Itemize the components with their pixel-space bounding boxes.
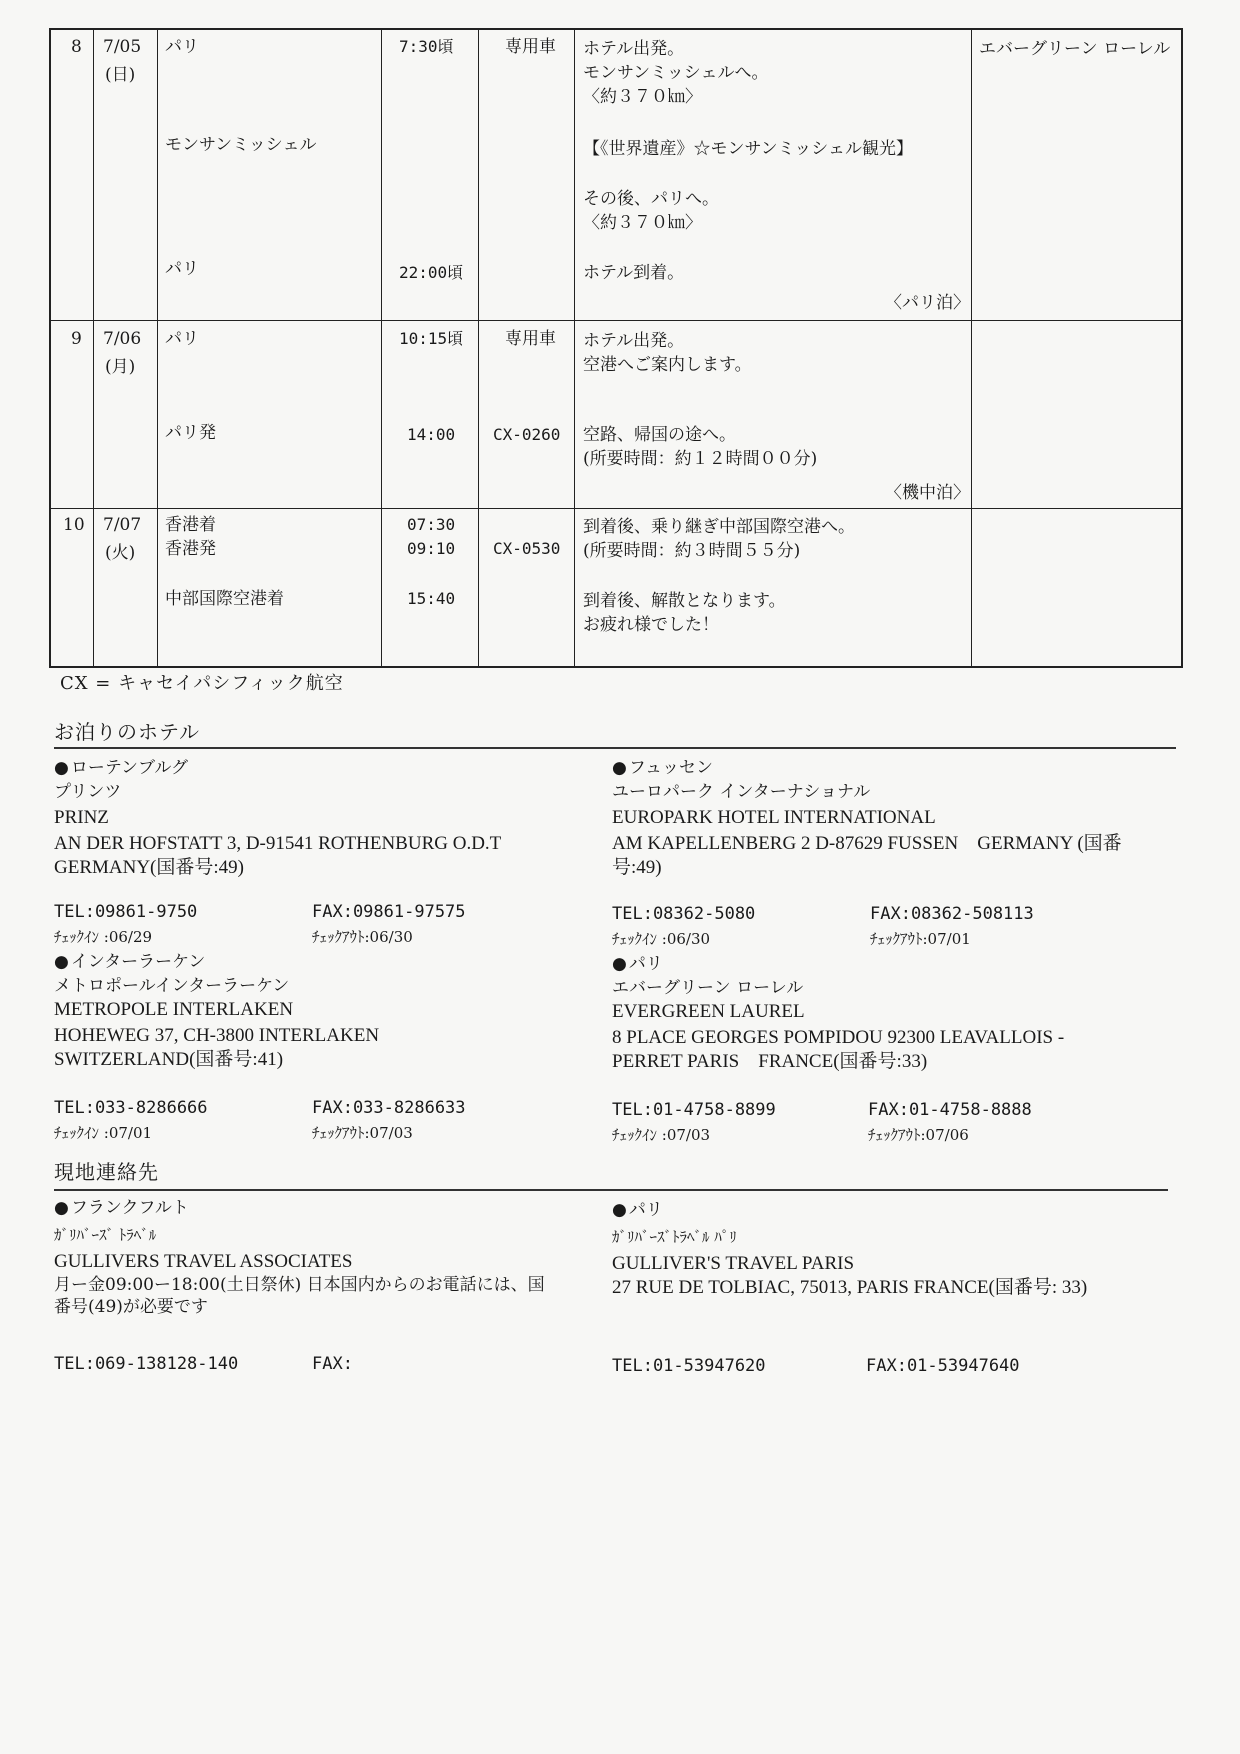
section-title-contacts: 現地連絡先	[54, 1160, 159, 1184]
time: 15:40	[407, 589, 456, 608]
hotel-name-ja: ユーロパーク インターナショナル	[612, 782, 871, 802]
contact-city: ● パリ	[612, 1198, 663, 1222]
hotel-address: HOHEWEG 37, CH-3800 INTERLAKEN SWITZERLAND(国番号:41)	[54, 1025, 380, 1070]
detail-line: 空港へご案内します。	[583, 355, 752, 375]
detail-line: 空路、帰国の途へ。	[583, 425, 736, 445]
hotel-name-en: PRINZ	[54, 807, 109, 828]
hotel-checkin: ﾁｪｯｸｲﾝ :07/03	[612, 1126, 711, 1144]
weekday: (日)	[105, 65, 136, 85]
hotel-name-en: EVERGREEN LAUREL	[612, 1001, 805, 1022]
place: モンサンミッシェル	[165, 135, 317, 155]
detail-line: お疲れ様でした！	[583, 615, 719, 635]
hotel-checkout: ﾁｪｯｸｱｳﾄ:07/06	[868, 1126, 969, 1144]
detail-line: その後、パリへ。	[583, 189, 719, 209]
flight-number: CX-0530	[493, 539, 561, 558]
detail-line: ホテル出発。	[583, 39, 685, 59]
detail-line: ホテル到着。	[583, 263, 685, 283]
contact-city: ● フランクフルト	[54, 1196, 189, 1220]
hotel-tel: TEL:01-4758-8899	[612, 1100, 776, 1120]
contact-tel: TEL:01-53947620	[612, 1356, 766, 1376]
section-title-hotels: お泊りのホテル	[54, 720, 200, 744]
contact-name-ja: ｶﾞﾘﾊﾞｰｽﾞ ﾄﾗﾍﾞﾙ	[54, 1226, 157, 1244]
hotel-address: 8 PLACE GEORGES POMPIDOU 92300 LEAVALLOIS -PERRET PARIS FRANCE(国番号:33)	[612, 1027, 1065, 1072]
hotel-name-ja: エバーグリーン ローレル	[612, 978, 804, 998]
hotel-tel: TEL:09861-9750	[54, 902, 198, 922]
hotel-fax: FAX:01-4758-8888	[868, 1100, 1032, 1120]
hotel-name-ja: プリンツ	[54, 782, 122, 802]
hotel-checkout: ﾁｪｯｸｱｳﾄ:07/01	[870, 930, 971, 948]
hotel-tel: TEL:08362-5080	[612, 904, 756, 924]
place: パリ	[165, 37, 199, 57]
overnight-label: 〈パリ泊〉	[885, 293, 970, 313]
hotel-name-en: EUROPARK HOTEL INTERNATIONAL	[612, 807, 936, 828]
hotel-fax: FAX:08362-508113	[870, 904, 1034, 924]
place: パリ	[165, 259, 199, 279]
hotel-address: AM KAPELLENBERG 2 D-87629 FUSSEN GERMANY (国番号:49)	[612, 833, 1122, 878]
contact-fax: FAX:	[312, 1354, 353, 1374]
hotel-checkout: ﾁｪｯｸｱｳﾄ:06/30	[312, 928, 413, 946]
day-number: 9	[71, 329, 82, 349]
hotel-checkout: ﾁｪｯｸｱｳﾄ:07/03	[312, 1124, 413, 1142]
hotel-checkin: ﾁｪｯｸｲﾝ :06/29	[54, 928, 153, 946]
hotel-address: AN DER HOFSTATT 3, D-91541 ROTHENBURG O.D.T GERMANY(国番号:49)	[54, 833, 520, 878]
contact-name-en: GULLIVER'S TRAVEL PARIS	[612, 1253, 855, 1274]
hotel-city: ● ローテンブルグ	[54, 756, 188, 780]
contact-name-ja: ｶﾞﾘﾊﾞｰｽﾞﾄﾗﾍﾞﾙ ﾊﾟﾘ	[612, 1228, 737, 1246]
weekday: (月)	[105, 357, 136, 377]
airline-note: CX = キャセイパシフィック航空	[60, 673, 344, 694]
day-number: 10	[63, 515, 85, 535]
place: パリ	[165, 329, 199, 349]
detail-line: (所要時間：約１２時間００分)	[583, 449, 818, 469]
contact-note: 月ー金09:00ー18:00(土日祭休) 日本国内からのお電話には、国番号(49)が必要です	[54, 1275, 545, 1317]
detail-line: (所要時間：約３時間５５分)	[583, 541, 801, 561]
hotel-fax: FAX:09861-97575	[312, 902, 466, 922]
hotel-city: ● パリ	[612, 952, 663, 976]
contact-tel: TEL:069-138128-140	[54, 1354, 239, 1374]
hotel-tel: TEL:033-8286666	[54, 1098, 208, 1118]
detail-line: ホテル出発。	[583, 331, 685, 351]
time: 07:30	[407, 515, 456, 534]
time: 09:10	[407, 539, 456, 558]
date: 7/07	[103, 515, 142, 535]
section-divider	[54, 747, 1176, 749]
time: 22:00頃	[399, 263, 464, 282]
hotel-name: エバーグリーン ローレル	[979, 39, 1171, 59]
hotel-city: ● フュッセン	[612, 756, 713, 780]
detail-line: 到着後、乗り継ぎ中部国際空港へ。	[583, 517, 855, 537]
hotel-checkin: ﾁｪｯｸｲﾝ :07/01	[54, 1124, 153, 1142]
contact-name-en: GULLIVERS TRAVEL ASSOCIATES	[54, 1251, 353, 1272]
overnight-label: 〈機中泊〉	[885, 483, 970, 503]
section-divider	[54, 1189, 1168, 1191]
transport: 専用車	[505, 37, 556, 57]
date: 7/05	[103, 37, 142, 57]
detail-line: 到着後、解散となります。	[583, 591, 786, 611]
detail-line: 【《世界遺産》☆モンサンミッシェル観光】	[583, 139, 913, 159]
transport: 専用車	[505, 329, 556, 349]
date: 7/06	[103, 329, 142, 349]
place: 香港着	[165, 515, 216, 535]
hotel-city: ● インターラーケン	[54, 950, 205, 974]
detail-line: 〈約３７０㎞〉	[583, 213, 702, 233]
time: 7:30頃	[399, 37, 454, 56]
hotel-fax: FAX:033-8286633	[312, 1098, 466, 1118]
time: 14:00	[407, 425, 456, 444]
contact-address: 27 RUE DE TOLBIAC, 75013, PARIS FRANCE(国番号: 33)	[612, 1277, 1088, 1298]
time: 10:15頃	[399, 329, 464, 348]
contact-fax: FAX:01-53947640	[866, 1356, 1020, 1376]
detail-line: モンサンミッシェルへ。	[583, 63, 769, 83]
place: 香港発	[165, 539, 216, 559]
hotel-name-ja: メトロポールインターラーケン	[54, 976, 290, 996]
hotel-checkin: ﾁｪｯｸｲﾝ :06/30	[612, 930, 711, 948]
place: 中部国際空港着	[165, 589, 284, 609]
place: パリ発	[165, 423, 216, 443]
itinerary-table	[49, 28, 1183, 668]
flight-number: CX-0260	[493, 425, 561, 444]
weekday: (火)	[105, 543, 136, 563]
hotel-name-en: METROPOLE INTERLAKEN	[54, 999, 294, 1020]
day-number: 8	[71, 37, 82, 57]
detail-line: 〈約３７０㎞〉	[583, 87, 702, 107]
